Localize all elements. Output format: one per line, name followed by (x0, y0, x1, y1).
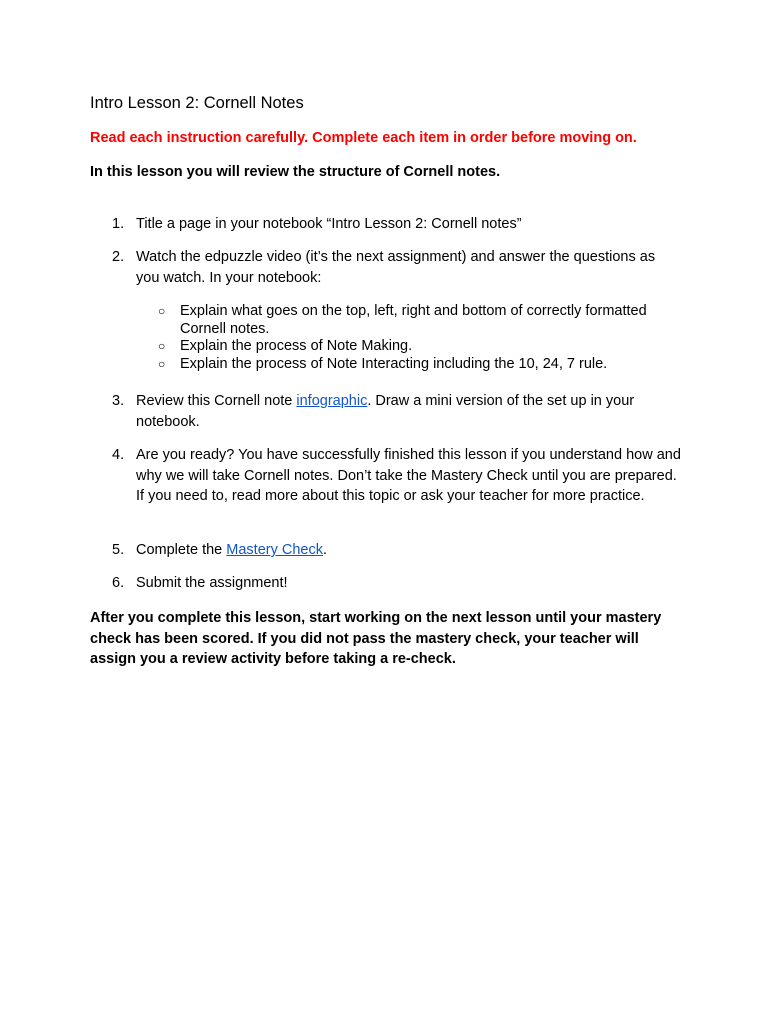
lesson-intro: In this lesson you will review the structure of Cornell notes. (90, 164, 501, 180)
sub-list-item-text: Explain the process of Note Interacting including the 10, 24, 7 rule. (180, 356, 608, 372)
list-item-number: 2. (112, 249, 125, 265)
list-item-text (136, 391, 682, 432)
list-item-text-after: . Draw a mini version of the set up in your notebook. (136, 393, 635, 430)
list-item-number: 3. (112, 393, 125, 409)
sub-list-item-text: Explain what goes on the top, left, right and bottom of correctly formatted Cornell notes. (180, 303, 647, 337)
closing-paragraph: After you complete this lesson, start working on the next lesson until your mastery check has been scored. If you did not pass the mastery check, your teacher will assign you a review activity before taking a re-check. (90, 610, 662, 667)
list-item-text-before: Review this Cornell note (136, 393, 297, 409)
list-item-text-after: . (322, 542, 328, 558)
list-item-text-before: Complete the (136, 542, 227, 558)
list-item-text: Title a page in your notebook “Intro Lesson 2: Cornell notes” (136, 216, 522, 232)
mastery-check-link[interactable]: Mastery Check (226, 542, 323, 558)
list-item-text: Are you ready? You have successfully finished this lesson if you understand how and why we will take Cornell notes. Don’t take the Mastery Check until you are prepared. If you need to, read more about this topic or ask your teacher for more practice. (136, 447, 681, 504)
list-item-number: 4. (112, 447, 125, 463)
list-item-text: Watch the edpuzzle video (it’s the next assignment) and answer the questions as you watch. In your notebook: (136, 249, 656, 286)
document-title: Intro Lesson 2: Cornell Notes (90, 94, 304, 112)
list-item-text (136, 540, 682, 561)
hollow-bullet-icon: ○ (158, 339, 166, 353)
list-item-number: 5. (112, 542, 125, 558)
list-item-number: 6. (112, 575, 125, 591)
instruction-warning: Read each instruction carefully. Complete each item in order before moving on. (90, 130, 637, 146)
list-item-number: 1. (112, 216, 125, 232)
hollow-bullet-icon: ○ (158, 357, 166, 371)
hollow-bullet-icon: ○ (158, 304, 166, 318)
list-item-text: Submit the assignment! (136, 575, 288, 591)
infographic-link[interactable]: infographic (296, 393, 368, 409)
sub-list-item-text: Explain the process of Note Making. (180, 338, 413, 354)
